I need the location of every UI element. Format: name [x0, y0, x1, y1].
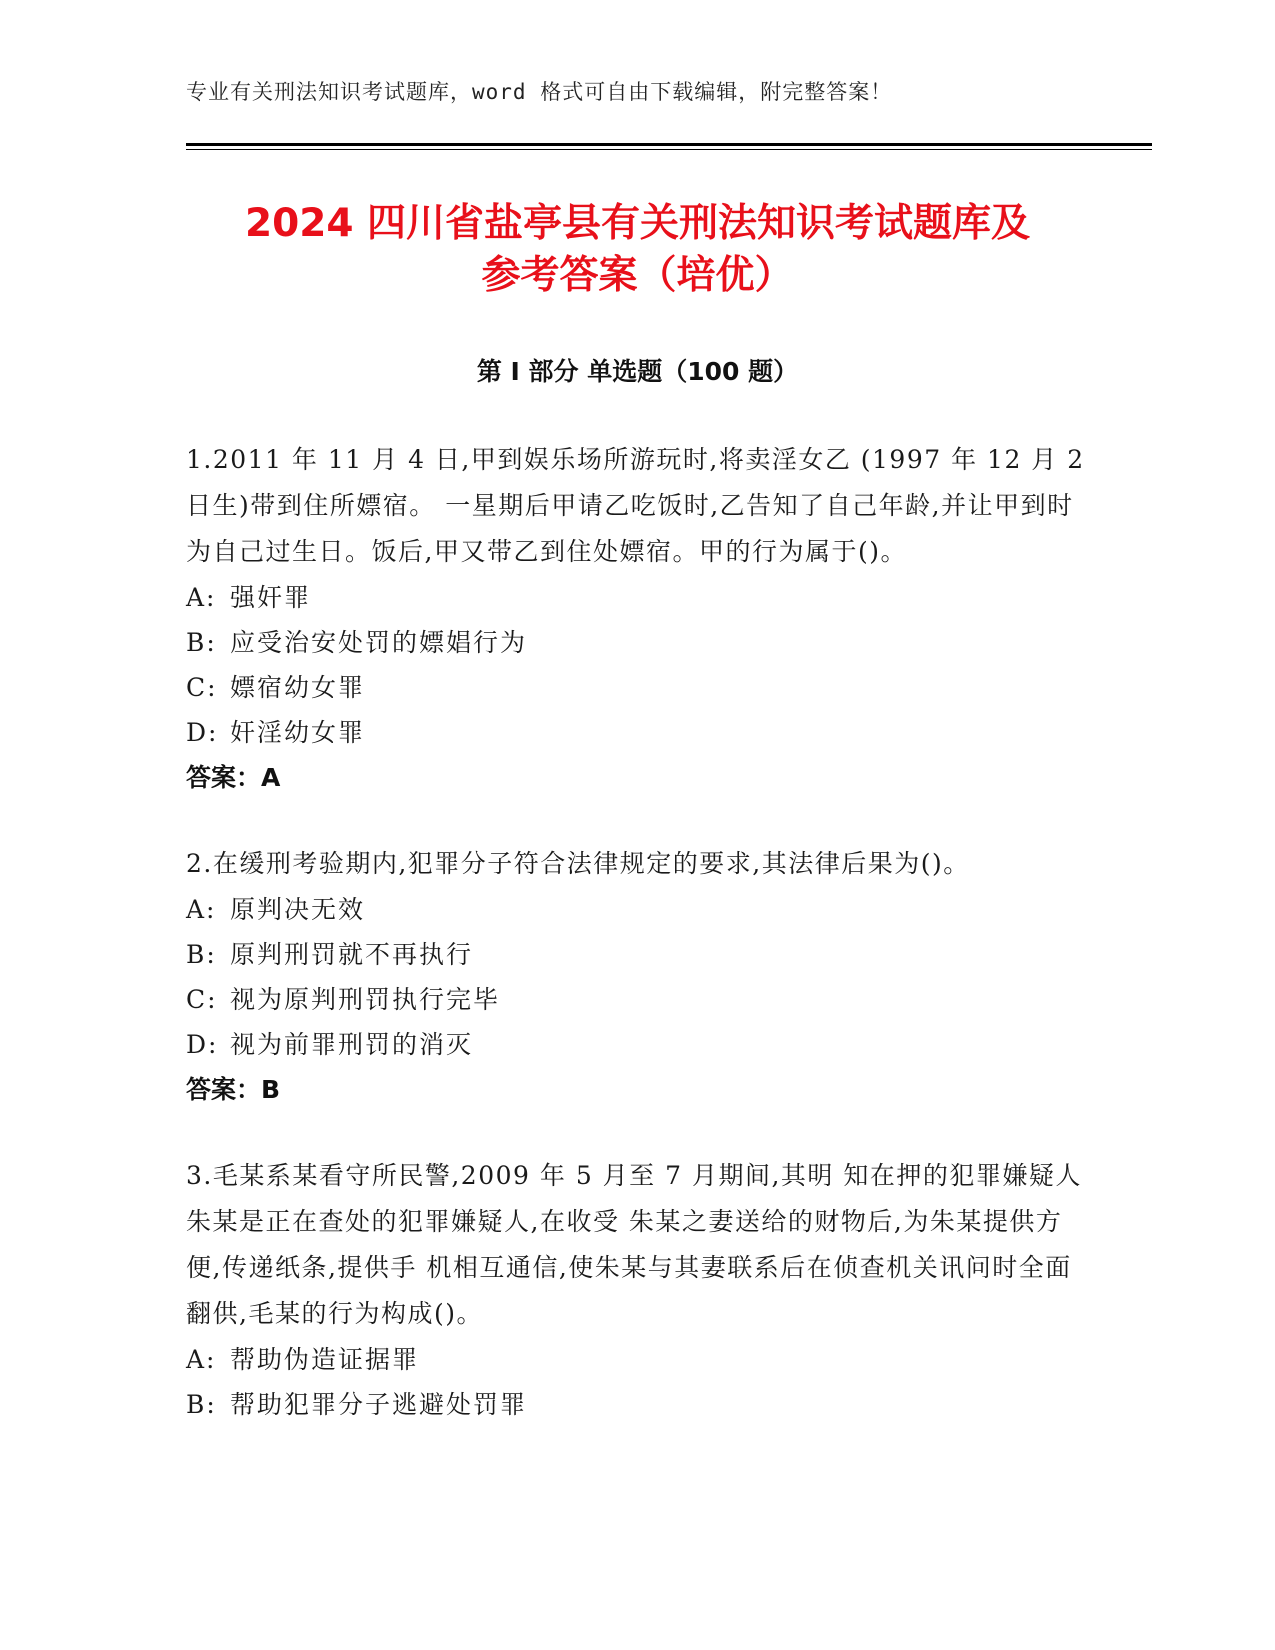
option-b — [186, 932, 1086, 977]
option-key: A: — [186, 1345, 217, 1374]
option-key: C: — [186, 985, 218, 1014]
option-text: 原判刑罚就不再执行 — [230, 940, 474, 969]
option-b — [186, 620, 1086, 665]
option-text: 奸淫幼女罪 — [230, 718, 366, 747]
section-heading: 第 I 部分 单选题（100 题） — [476, 357, 799, 386]
option-a — [186, 887, 1086, 932]
question-3 — [186, 1153, 1086, 1427]
option-text: 原判决无效 — [230, 895, 366, 924]
option-text: 帮助犯罪分子逃避处罚罪 — [230, 1390, 528, 1419]
option-key: C: — [186, 673, 218, 702]
option-d — [186, 1022, 1086, 1067]
option-a — [186, 1337, 1086, 1382]
question-list — [186, 437, 1086, 1467]
option-text: 嫖宿幼女罪 — [230, 673, 366, 702]
title-line-1: 2024 四川省盐亭县有关刑法知识考试题库及 — [244, 201, 1031, 246]
option-a — [186, 575, 1086, 620]
option-text: 视为前罪刑罚的消灭 — [230, 1030, 474, 1059]
option-text: 视为原判刑罚执行完毕 — [230, 985, 501, 1014]
option-text: 应受治安处罚的嫖娼行为 — [230, 628, 528, 657]
header-rule-thin — [186, 149, 1152, 150]
option-b — [186, 1382, 1086, 1427]
option-c — [186, 665, 1086, 710]
option-key: B: — [186, 940, 217, 969]
option-key: A: — [186, 583, 217, 612]
option-text: 帮助伪造证据罪 — [230, 1345, 420, 1374]
question-1 — [186, 437, 1086, 801]
answer-line: 答案：A — [186, 763, 281, 792]
option-c — [186, 977, 1086, 1022]
option-key: B: — [186, 1390, 217, 1419]
question-stem: 3.毛某系某看守所民警,2009 年 5 月至 7 月期间,其明 知在押的犯罪嫌疑人朱某是正在查处的犯罪嫌疑人,在收受 朱某之妻送给的财物后,为朱某提供方便,传递纸条,提供手 机相互通信,使朱某与其妻联系后在侦查机关讯问时全面翻供,毛某的行为构成()。 — [186, 1161, 1082, 1328]
option-text: 强奸罪 — [230, 583, 312, 612]
question-stem: 2.在缓刑考验期内,犯罪分子符合法律规定的要求,其法律后果为()。 — [186, 849, 970, 878]
option-key: D: — [186, 718, 219, 747]
header-note: 专业有关刑法知识考试题库，word 格式可自由下载编辑，附完整答案！ — [186, 80, 893, 104]
option-key: B: — [186, 628, 217, 657]
document-title — [150, 198, 1125, 302]
question-stem: 1.2011 年 11 月 4 日,甲到娱乐场所游玩时,将卖淫女乙 (1997 年 12 月 2 日生)带到住所嫖宿。 一星期后甲请乙吃饭时,乙告知了自己年龄,并让甲到时为自己过生日。饭后,甲又带乙到住处嫖宿。甲的行为属于()。 — [186, 445, 1085, 566]
title-line-2: 参考答案（培优） — [481, 253, 794, 298]
option-d — [186, 710, 1086, 755]
answer-line: 答案：B — [186, 1075, 281, 1104]
header-rule-thick — [186, 143, 1152, 146]
question-2 — [186, 841, 1086, 1113]
option-key: A: — [186, 895, 217, 924]
option-key: D: — [186, 1030, 219, 1059]
